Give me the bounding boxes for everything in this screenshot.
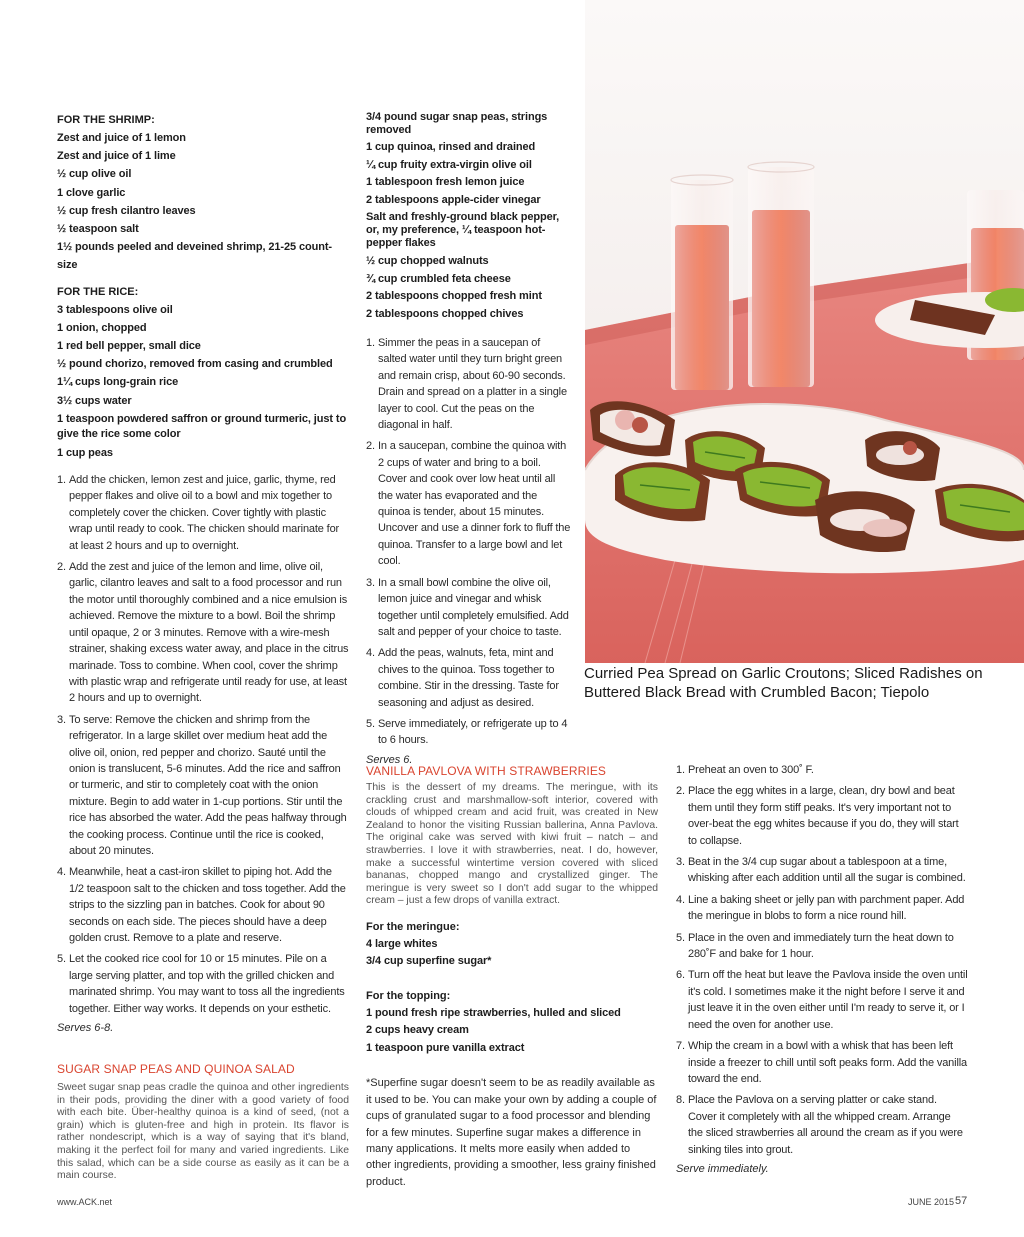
ingredient: 1 teaspoon powdered saffron or ground turmeric, just to give the rice some color (57, 412, 347, 440)
step: 8. Place the Pavlova on a serving platter or cake stand. Cover it completely with all the whipped cream. Arrange the sliced strawberries all around the cream as if you were sinking tiles into grout. (676, 1094, 963, 1156)
ingredient: 1 pound fresh ripe strawberries, hulled and sliced (366, 1006, 621, 1019)
ingredient: 2 cups heavy cream (366, 1024, 469, 1037)
snap-ingredients (366, 111, 571, 323)
step: 6. Turn off the heat but leave the Pavlova inside the oven until it's cold. I sometimes make it the night before I serve it and just leave it in the oven either until I'm ready to serve it, or I need the oven for another use. (676, 969, 968, 1031)
snap-steps (366, 335, 571, 749)
ingredient: Zest and juice of 1 lime (57, 150, 176, 163)
pavlova-serve-note: Serve immediately. (676, 1162, 769, 1175)
food-photo-illustration (585, 0, 1024, 663)
step: 4. Line a baking sheet or jelly pan with parchment paper. Add the meringue in blobs to form a nice round hill. (676, 893, 965, 923)
pavlova-title: VANILLA PAVLOVA WITH STRAWBERRIES (366, 764, 607, 778)
step: 1. Simmer the peas in a saucepan of salted water until they turn bright green and remain crisp, about 60-90 seconds. Drain and spread on a platter in a single layer to cool. Cut the peas on the diagonal in half. (366, 337, 567, 432)
ingredient: 1 onion, chopped (57, 321, 147, 334)
ingredient: 1½ pounds peeled and deveined shrimp, 21-25 count-size (57, 241, 332, 272)
snap-title: SUGAR SNAP PEAS AND QUINOA SALAD (57, 1062, 295, 1077)
step: 7. Whip the cream in a bowl with a whisk that has been left inside a freezer to chill until soft peaks form. Add the vanilla toward the end. (676, 1040, 967, 1085)
main-serves: Serves 6-8. (57, 1022, 114, 1035)
shrimp-header: FOR THE SHRIMP: (57, 114, 155, 126)
footer-site: www.ACK.net (57, 1197, 113, 1207)
ingredient: 1 teaspoon pure vanilla extract (366, 1041, 525, 1054)
food-photo (585, 0, 1024, 663)
column-middle (366, 111, 571, 766)
ingredient: ½ pound chorizo, removed from casing and crumbled (57, 358, 333, 371)
step: 2. Add the zest and juice of the lemon and lime, olive oil, garlic, cilantro leaves and salt to a food processor and run the motor until thoroughly combined and a nice emulsion is achieved. Remove the mixture to a bowl. Boil the shrimp until opaque, 2 or 3 minutes. Remove with a wire-mesh strainer, shaking excess water away, and place in the citrus marinade. Toss to combine. When cool, cover the shrimp with plastic wrap and refrigerate until ready for use, at least 2 hours and up to overnight. (57, 561, 349, 705)
step: 5. Serve immediately, or refrigerate up to 4 to 6 hours. (366, 717, 568, 747)
column-left (57, 111, 349, 1183)
ingredient: 3/4 pound sugar snap peas, strings removed (366, 111, 548, 136)
ingredient: ½ cup fresh cilantro leaves (57, 204, 196, 217)
ingredient: 4 large whites (366, 937, 438, 950)
pavlova-intro: This is the dessert of my dreams. The meringue, with its crackling crust and marshmallow-soft interior, covered with clouds of whipped cream and acid fruit, was created in New Zealand to honor the visiting Russian ballerina, Anna Pavlova. The original cake was served with kiwi fruit – natch – and strawberries. I love it with strawberries, neat. I do, however, make a successful wintertime version covered with sliced bananas, chopped mango and crystallized ginger. The meringue is very sweet so I don't add sugar to the whipped cream – just a few drops of vanilla extract. (366, 782, 658, 907)
snap-intro: Sweet sugar snap peas cradle the quinoa and other ingredients in their pods, providing the diner with a good variety of food with each bite. Über-healthy quinoa is a kind of seed, (not a grain) which is gluten-free and high in protein. Its flavor is rather nondescript, which is a way of saying that it's bland, making it the perfect foil for many and varied ingredients. Like this salad, which can be a side course as easily as it can be a main course. (57, 1082, 349, 1182)
step: 1. Add the chicken, lemon zest and juice, garlic, thyme, red pepper flakes and olive oil to a bowl and mix together to completely cover the chicken. Cover tightly with plastic wrap until ready to cook. The chicken should marinate for at least 2 hours and up to overnight. (57, 474, 340, 552)
superfine-footnote: *Superfine sugar doesn't seem to be as readily available as it used to be. You can make your own by adding a couple of cups of granulated sugar to a food processor and blending for a few minutes. Superfine sugar makes a difference in many applications. It melts more easily when added to other ingredients, providing a smoother, less grainy finished product. (366, 1077, 657, 1188)
step: 4. Add the peas, walnuts, feta, mint and chives to the quinoa. Toss together to combine. Stir in the dressing. Taste for seasoning and adjust as desired. (366, 647, 559, 709)
snap-serves: Serves 6. (366, 753, 413, 766)
step: 2. In a saucepan, combine the quinoa with 2 cups of water and bring to a boil. Cover and cook over low heat until all the water has evaporated and the quinoa is tender, about 15 minutes. Uncover and use a dinner fork to fluff the quinoa. Transfer to a large bowl and let cool. (366, 440, 571, 568)
ingredient: Zest and juice of 1 lemon (57, 132, 186, 144)
ingredient: 1 cup quinoa, rinsed and drained (366, 141, 536, 153)
photo-caption: Curried Pea Spread on Garlic Croutons; Sliced Radishes on Buttered Black Bread with Crumbled Bacon; Tiepolo (584, 665, 983, 702)
ingredient: ½ teaspoon salt (57, 223, 139, 236)
ingredient: ½ cup olive oil (57, 168, 132, 181)
main-steps (57, 472, 349, 1017)
ingredient: 1 clove garlic (57, 186, 126, 199)
step: 3. In a small bowl combine the olive oil, lemon juice and vinegar and whisk together until completely emulsified. Add salt and pepper of your choice to taste. (366, 576, 569, 638)
pavlova-steps (676, 762, 968, 1158)
topping-header: For the topping: (366, 989, 451, 1002)
step: 2. Place the egg whites in a large, clean, dry bowl and beat them until they form stiff peaks. It's very important not to over-beat the egg whites because if you do, they will start to collapse. (676, 785, 959, 847)
step: 5. Let the cooked rice cool for 10 or 15 minutes. Pile on a large serving platter, and top with the grilled chicken and marinated shrimp. You may want to toss all the ingredients together. Either way works. It depends on your esthetic. (57, 953, 345, 1015)
ingredient: ¼ cup fruity extra-virgin olive oil (366, 158, 532, 171)
pavlova-section (366, 764, 658, 1190)
meringue-header: For the meringue: (366, 920, 460, 933)
ingredient: ¾ cup crumbled feta cheese (366, 272, 511, 285)
step: 1. Preheat an oven to 300˚ F. (676, 764, 814, 776)
ingredient: 2 tablespoons chopped chives (366, 307, 524, 320)
footer-issue: JUNE 2015 (908, 1197, 955, 1207)
ingredient: ½ cup chopped walnuts (366, 255, 489, 267)
ingredient: 1¼ cups long-grain rice (57, 376, 179, 389)
shrimp-ingredients (57, 129, 349, 275)
pavlova-steps-column (676, 762, 968, 1175)
ingredient: 1 cup peas (57, 446, 113, 459)
meringue-ingredients (366, 936, 658, 971)
step: 5. Place in the oven and immediately turn the heat down to 280˚F and bake for 1 hour. (676, 931, 954, 961)
step: 4. Meanwhile, heat a cast-iron skillet to piping hot. Add the 1/2 teaspoon salt to the chicken and toss together. Add the strips to the sizzling pan in batches. Cook for about 90 seconds on each side. The pieces should have a deep golden crust. Remove to a plate and reserve. (57, 866, 346, 945)
step: 3. To serve: Remove the chicken and shrimp from the refrigerator. In a large skillet over medium heat add the olive oil, onion, red pepper and chorizo. Sauté until the onion is translucent, 5-6 minutes. Add the rice and saffron or turmeric, and stir to completely coat with the onion mixture. Begin to add water in 1-cup portions. Stir until the rice has absorbed the water. Add the peas halfway through the cooking process. Continue until the rice is cooked, about 20 minutes. (57, 713, 347, 857)
ingredient: 1 red bell pepper, small dice (57, 340, 201, 353)
ingredient: 1 tablespoon fresh lemon juice (366, 176, 525, 188)
step: 3. Beat in the 3/4 cup sugar about a tablespoon at a time, whisking after each addition until all the sugar is combined. (676, 856, 966, 885)
topping-ingredients (366, 1005, 658, 1058)
rice-header: FOR THE RICE: (57, 285, 139, 298)
ingredient: 3½ cups water (57, 394, 132, 407)
ingredient: 2 tablespoons apple-cider vinegar (366, 193, 541, 206)
ingredient: 3/4 cup superfine sugar* (366, 955, 492, 968)
ingredient: 2 tablespoons chopped fresh mint (366, 290, 542, 302)
page-number: 57 (955, 1195, 968, 1207)
ingredient: Salt and freshly-ground black pepper, or, my preference, ¼ teaspoon hot-pepper flakes (366, 211, 560, 249)
rice-ingredients (57, 301, 349, 462)
ingredient: 3 tablespoons olive oil (57, 303, 173, 316)
